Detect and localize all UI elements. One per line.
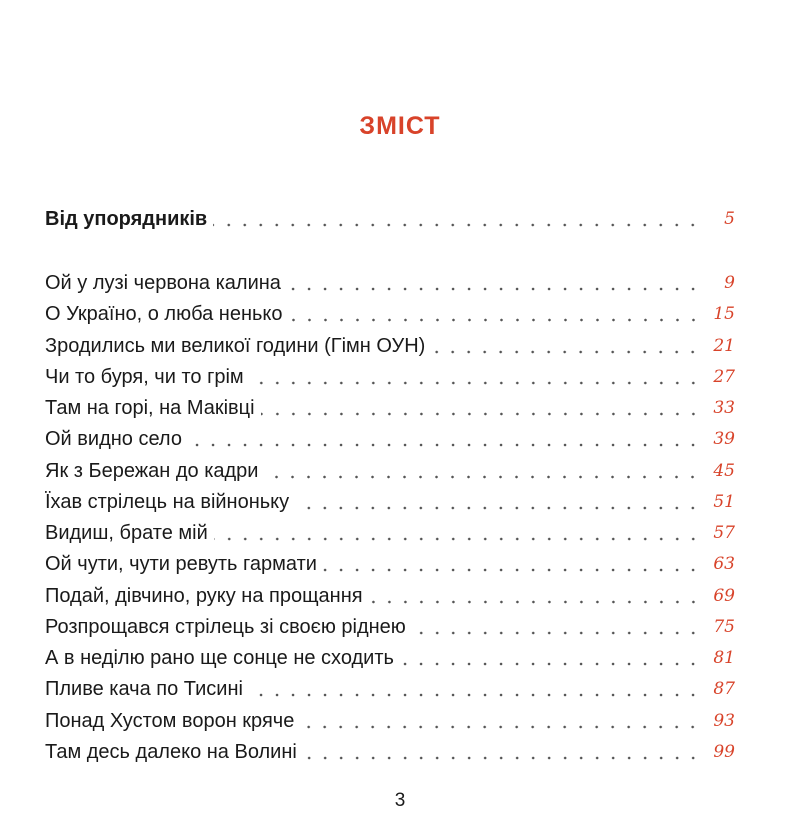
toc-entry-title: Ой чути, чути ревуть гармати [45,552,323,576]
toc-entry[interactable] [45,332,735,358]
dot-leader [188,442,701,448]
toc-entry-page: 51 [701,490,735,514]
toc-entry-intro[interactable] [45,205,735,231]
toc-entry[interactable] [45,582,735,608]
toc-entry-page: 93 [701,709,735,733]
toc-entry[interactable] [45,613,735,639]
toc-entry[interactable] [45,519,735,545]
toc-entry-page: 39 [701,427,735,451]
dot-leader [412,630,701,636]
toc-entry-title: Там десь далеко на Волині [45,740,303,764]
toc-entry-title: Пливе кача по Тисині [45,677,249,701]
toc-entry-title: Понад Хустом ворон кряче [45,709,300,733]
dot-leader [400,661,701,667]
toc-entry[interactable] [45,425,735,451]
dot-leader [214,536,701,542]
toc-entry-title: Їхав стрілець на війноньку [45,490,295,514]
toc-entry-title: Як з Бережан до кадри [45,459,264,483]
dot-leader [261,411,701,417]
toc-entry-title: Ой видно село [45,427,188,451]
toc-entry-title: Від упорядників [45,207,213,231]
dot-leader [264,474,701,480]
toc-entry-page: 57 [701,521,735,545]
toc-entry-page: 15 [701,302,735,326]
toc-entry[interactable] [45,707,735,733]
toc-entry[interactable] [45,300,735,326]
dot-leader [287,286,701,292]
toc-entry-page: 45 [701,459,735,483]
toc-entry-title: Зродились ми великої години (Гімн ОУН) [45,334,431,358]
dot-leader [213,222,701,228]
toc-entry[interactable] [45,738,735,764]
toc-entry-page: 63 [701,552,735,576]
dot-leader [303,755,701,761]
toc-entry-title: Розпрощався стрілець зі своєю ріднею [45,615,412,639]
dot-leader [289,317,701,323]
toc-entry[interactable] [45,269,735,295]
toc-entry-title: Ой у лузі червона калина [45,271,287,295]
toc-entry-page: 81 [701,646,735,670]
page-title: ЗМІСТ [359,112,441,140]
toc-entry-title: Видиш, брате мій [45,521,214,545]
toc-entry-title: Чи то буря, чи то грім [45,365,250,389]
toc-entry-page: 21 [701,334,735,358]
toc-entry-page: 33 [701,396,735,420]
toc-entry-page: 99 [701,740,735,764]
toc-entry-page: 75 [701,615,735,639]
toc-entry-title: А в неділю рано ще сонце не сходить [45,646,400,670]
toc-entry-page: 69 [701,584,735,608]
toc-entry[interactable] [45,394,735,420]
dot-leader [323,567,701,573]
toc-entry-page: 27 [701,365,735,389]
dot-leader [369,599,701,605]
toc-entry-title: О Україно, о люба ненько [45,302,289,326]
toc-entry-title: Там на горі, на Маківці [45,396,261,420]
dot-leader [250,380,701,386]
toc-entry[interactable] [45,488,735,514]
toc-entry-page: 87 [701,677,735,701]
toc-entry-page: 9 [701,271,735,295]
page-number: 3 [394,790,406,811]
toc-entry[interactable] [45,644,735,670]
toc-entry[interactable] [45,457,735,483]
toc-entry[interactable] [45,363,735,389]
dot-leader [431,349,701,355]
toc-entry-title: Подай, дівчино, руку на прощання [45,584,369,608]
dot-leader [300,724,701,730]
toc-entry-page: 5 [701,207,735,231]
toc-entry[interactable] [45,550,735,576]
dot-leader [249,692,701,698]
dot-leader [295,505,701,511]
toc-entry[interactable] [45,675,735,701]
